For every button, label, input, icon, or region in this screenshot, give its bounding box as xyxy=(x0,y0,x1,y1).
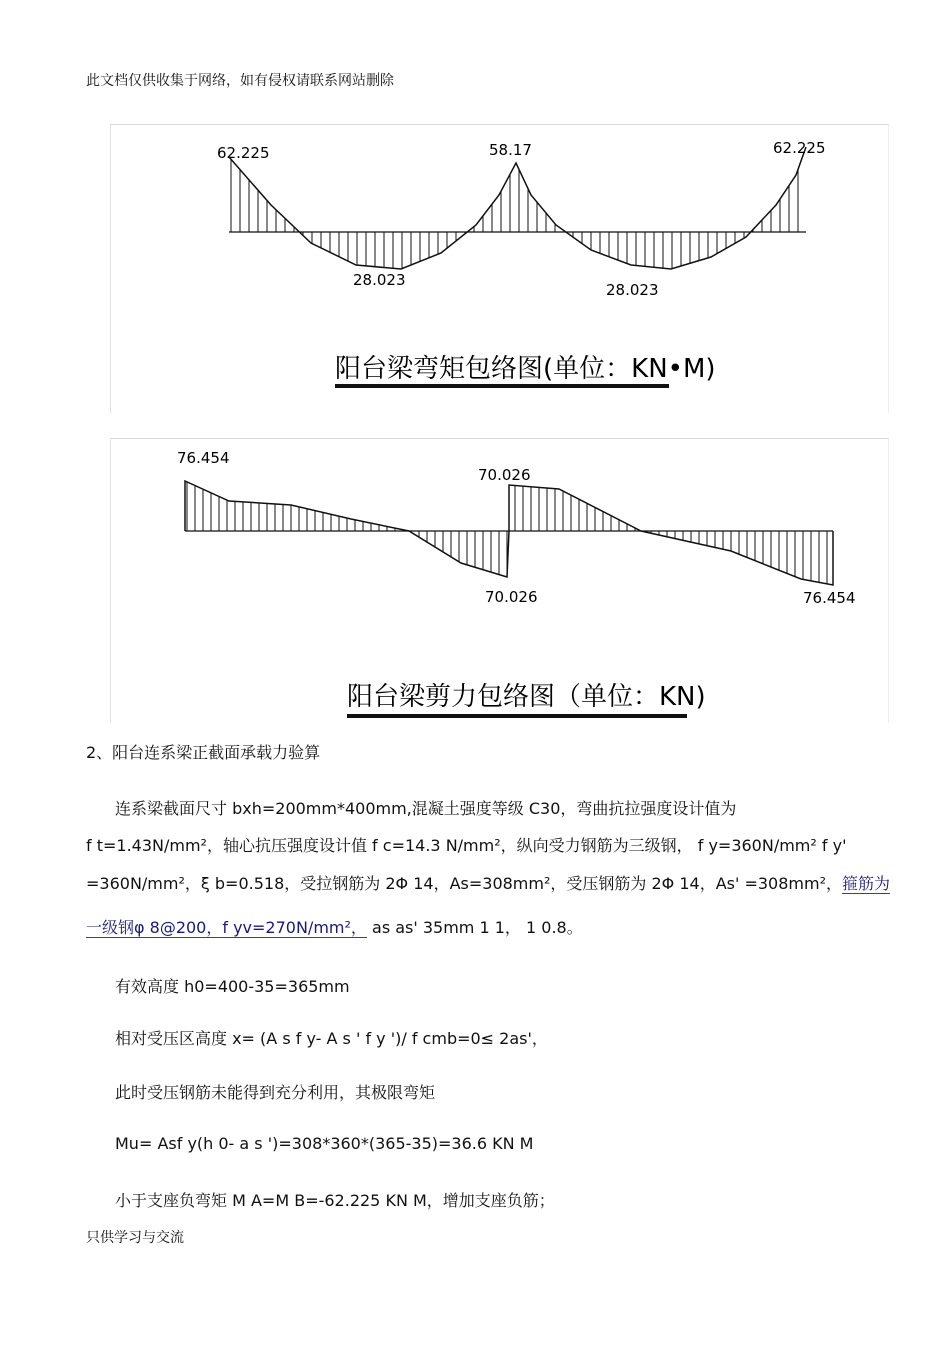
moment-label-mid: 58.17 xyxy=(489,141,532,159)
shear-label-left: 76.454 xyxy=(177,449,230,467)
moment-label-right: 62.225 xyxy=(773,139,826,157)
moment-label-span1: 28.023 xyxy=(353,271,406,289)
para-line-3 xyxy=(86,871,890,894)
moment-label-span2: 28.023 xyxy=(606,281,659,299)
support-moment-note: 小于支座负弯矩 M A=M B=-62.225 KN M，增加支座负筋； xyxy=(115,1191,555,1210)
shear-envelope-diagram xyxy=(111,439,888,723)
ultimate-moment: Mu= Asf y(h 0- a s ')=308*360*(365-35)=36.6 KN M xyxy=(115,1134,534,1153)
para-line-1: 连系梁截面尺寸 bxh=200mm*400mm,混凝土强度等级 C30，弯曲抗拉强度设计值为 xyxy=(115,799,737,818)
stirrup-link[interactable]: 箍筋为 xyxy=(842,874,891,893)
moment-caption-underline xyxy=(335,384,669,388)
shear-label-mid-bottom: 70.026 xyxy=(485,588,538,606)
moment-envelope-diagram xyxy=(111,125,888,413)
para-line-4 xyxy=(86,915,583,938)
compression-steel-note: 此时受压钢筋未能得到充分利用，其极限弯矩 xyxy=(115,1083,436,1102)
shear-caption: 阳台梁剪力包络图（单位：KN) xyxy=(347,682,706,712)
page-footer: 只供学习与交流 xyxy=(86,1230,184,1246)
section-title: 2、阳台连系梁正截面承载力验算 xyxy=(86,743,321,762)
moment-curve xyxy=(229,147,806,269)
moment-envelope-figure xyxy=(110,124,889,413)
compression-zone-height: 相对受压区高度 x= (A s f y- A s ' f y ')/ f cmb=0≤ 2as'， xyxy=(115,1029,548,1048)
para-line-2: f t=1.43N/mm²，轴心抗压强度设计值 f c=14.3 N/mm²，纵向受力钢筋为三级钢， f y=360N/mm² f y' xyxy=(86,836,847,855)
shear-label-right: 76.454 xyxy=(803,589,856,607)
page-header: 此文档仅供收集于网络，如有侵权请联系网站删除 xyxy=(86,73,394,89)
moment-label-left: 62.225 xyxy=(217,144,270,162)
shear-caption-underline xyxy=(347,714,687,718)
moment-caption: 阳台梁弯矩包络图(单位：KN•M) xyxy=(335,354,716,384)
para-line-3-text: =360N/mm²，ξ b=0.518，受拉钢筋为 2Φ 14，As=308mm²，受压钢筋为 2Φ 14，As' =308mm²， xyxy=(86,874,842,893)
effective-height: 有效高度 h0=400-35=365mm xyxy=(115,977,350,996)
stirrup-spec-link[interactable]: 一级钢φ 8@200，f yv=270N/mm²， xyxy=(86,918,367,937)
para-line-4-text: as as' 35mm 1 1， 1 0.8。 xyxy=(366,918,583,937)
shear-label-mid-top: 70.026 xyxy=(478,466,531,484)
shear-outline xyxy=(185,481,833,585)
shear-envelope-figure xyxy=(110,438,889,723)
